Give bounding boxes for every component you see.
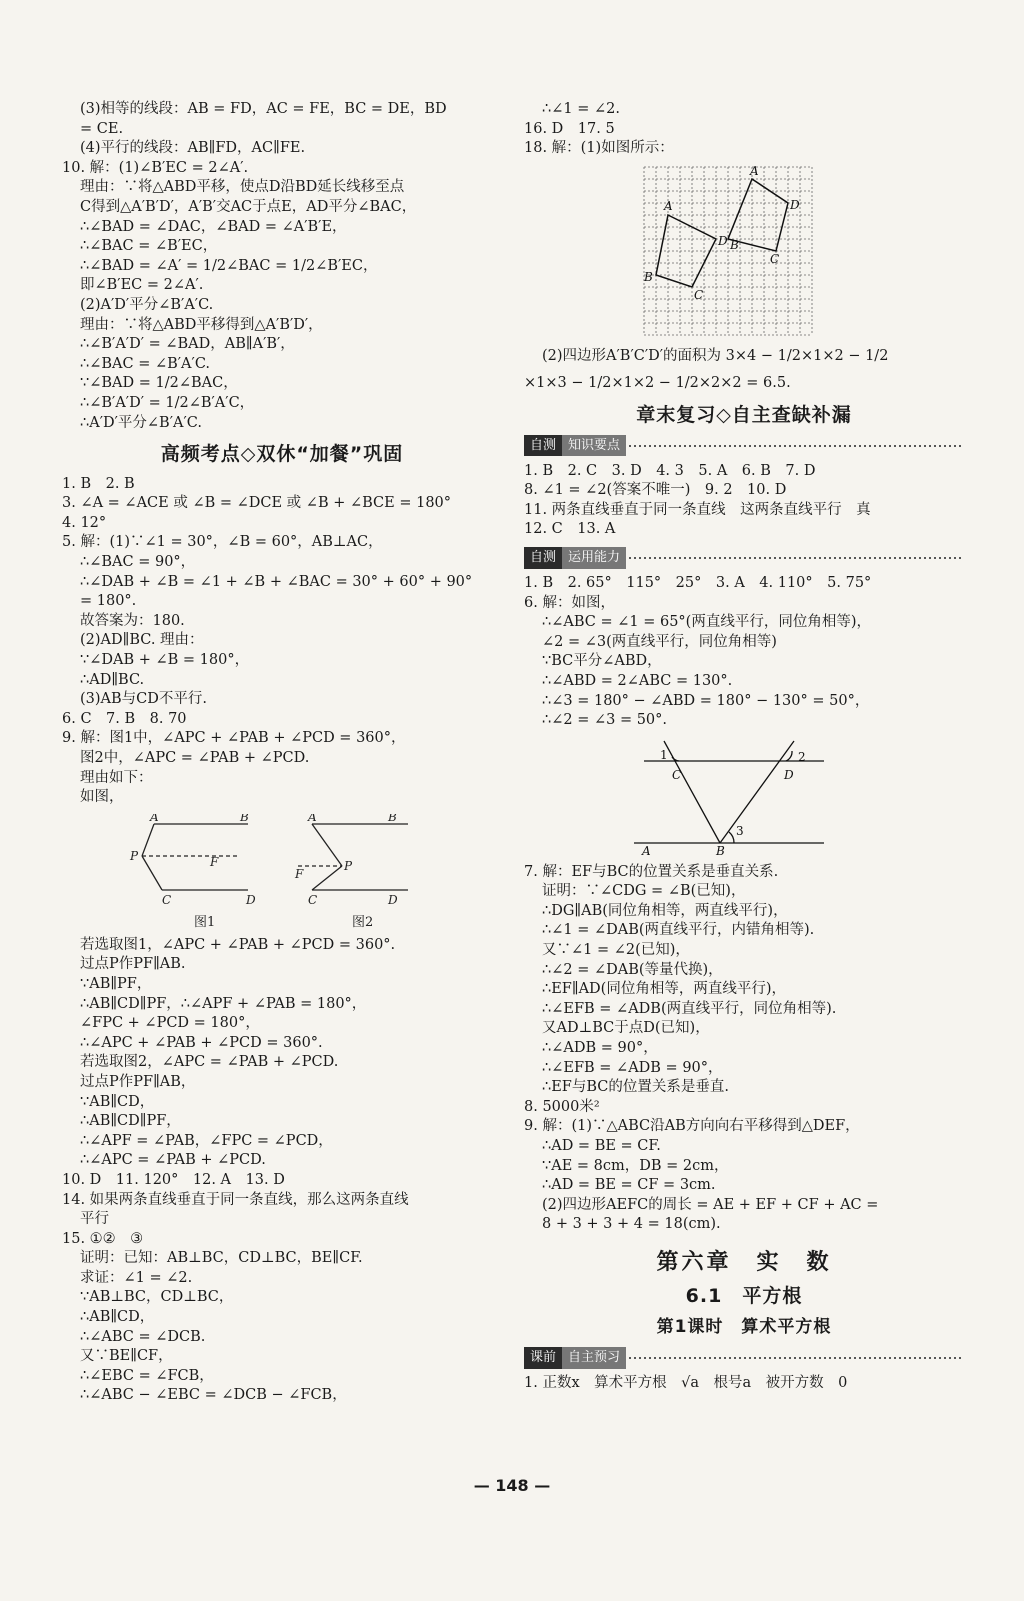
- bar-knowledge-points: [524, 436, 964, 456]
- answer-line: ∵AB⊥BC，CD⊥BC，: [80, 1289, 234, 1306]
- answer-line: ∵AB∥PF，: [80, 975, 152, 992]
- answer-block-application: [524, 574, 964, 731]
- answer-line: 14. 如果两条直线垂直于同一条直线，那么这两条直线: [62, 1191, 409, 1208]
- answer-line: ∴∠BAD = ∠DAC，∠BAD = ∠A′B′E，: [80, 218, 347, 235]
- answer-line: 理由：∵将△ABD平移，使点D沿BD延长线移至点: [80, 179, 405, 196]
- answer-line: ∴∠1 = ∠2.: [542, 101, 620, 117]
- answer-line: ∴AD = BE = CF = 3cm.: [542, 1177, 716, 1194]
- answer-line: ∵∠BAD = 1/2∠BAC，: [80, 375, 238, 392]
- answer-line: ∵AB∥CD，: [80, 1093, 155, 1110]
- svg-text:D: D: [718, 233, 728, 248]
- svg-text:D: D: [246, 892, 256, 907]
- fig1-caption: 图1: [194, 914, 216, 930]
- answer-line: ∴∠B′A′D′ = ∠BAD，AB∥A′B′，: [80, 336, 295, 353]
- answer-line: ∴∠APC + ∠PAB + ∠PCD = 360°.: [80, 1034, 323, 1051]
- bar2-tag1: 自测: [524, 547, 562, 569]
- svg-text:B: B: [730, 237, 739, 252]
- answer-line: ∴∠ADB = 90°，: [542, 1040, 658, 1057]
- bar3-tag1: 课前: [524, 1347, 562, 1369]
- answer-line: ∴DG∥AB(同位角相等，两直线平行)，: [542, 902, 788, 919]
- answer-line: 7. 解：EF与BC的位置关系是垂直关系.: [524, 863, 779, 880]
- answer-line: ∵AE = 8cm，DB = 2cm，: [542, 1157, 729, 1174]
- answer-line: 1. B 2. C 3. D 4. 3 5. A 6. B 7. D: [524, 462, 816, 479]
- answer-line: 18. 解：(1)如图所示：: [524, 140, 674, 157]
- answer-line: (2)AD∥BC. 理由：: [80, 632, 204, 649]
- bar1-tag1: 自测: [524, 435, 562, 457]
- answer-line: ∴∠BAC = ∠B′A′C.: [80, 355, 211, 372]
- answer-line: 即∠B′EC = 2∠A′.: [80, 277, 204, 294]
- answer-line: ∠FPC + ∠PCD = 180°，: [80, 1015, 260, 1032]
- lesson-title: 第1课时 算术平方根: [656, 1317, 832, 1338]
- answer-line: ∴AD∥BC.: [80, 671, 145, 688]
- answer-line: ∴AD = BE = CF.: [542, 1138, 661, 1154]
- bar3-tag2: 自主预习: [562, 1347, 626, 1369]
- answer-block-left-top: [62, 100, 502, 433]
- answer-line: 16. D 17. 5: [524, 120, 615, 137]
- figure-18-grid: [524, 165, 964, 341]
- svg-text:C: C: [770, 251, 780, 266]
- answer-line: ∴∠2 = ∠DAB(等量代换)，: [542, 961, 723, 978]
- fig2-caption: 图2: [352, 914, 374, 930]
- svg-text:D: D: [784, 767, 794, 782]
- answer-line: C得到△A′B′D′，A′B′交AC于点E，AD平分∠BAC，: [80, 198, 417, 215]
- answer-line: (4)平行的线段：AB∥FD，AC∥FE.: [80, 140, 306, 157]
- svg-text:P: P: [130, 848, 139, 863]
- svg-text:D: D: [790, 197, 800, 212]
- svg-text:B: B: [388, 813, 397, 824]
- answer-block-left-bottom: [62, 936, 502, 1406]
- answer-line: ∴∠B′A′D′ = 1/2∠B′A′C，: [80, 394, 255, 411]
- answer-block-left-mid: [62, 475, 502, 808]
- answer-line: ∴∠EBC = ∠FCB，: [80, 1367, 214, 1384]
- section-title-high-freq: 高频考点◇双休“加餐”巩固: [160, 443, 404, 466]
- answer-line: 理由如下：: [80, 769, 153, 786]
- answer-line: (3)AB与CD不平行.: [80, 691, 207, 708]
- answer-line: ∴∠ABD = 2∠ABC = 130°.: [542, 672, 733, 689]
- svg-text:3: 3: [736, 823, 744, 838]
- subsection-title: 6.1 平方根: [685, 1284, 803, 1307]
- answer-line: 8. ∠1 = ∠2(答案不唯一) 9. 2 10. D: [524, 482, 787, 499]
- page-number: — 148 —: [473, 1476, 551, 1495]
- answer-line: 过点P作PF∥AB，: [80, 1073, 196, 1090]
- answer-line: ∴AB∥CD∥PF，∴∠APF + ∠PAB = 180°，: [80, 995, 367, 1012]
- answer-line: ∵BC平分∠ABD，: [542, 653, 662, 670]
- svg-text:B: B: [240, 813, 249, 824]
- answer-line: ∴AB∥CD，: [80, 1309, 155, 1326]
- svg-text:P: P: [344, 858, 353, 873]
- answer-line: 3. ∠A = ∠ACE 或 ∠B = ∠DCE 或 ∠B + ∠BCE = 180°: [62, 495, 452, 512]
- figure-18-svg: [524, 165, 964, 341]
- answer-line: 11. 两条直线垂直于同一条直线 这两条直线平行 真: [524, 501, 871, 518]
- answer-line: 如图，: [80, 789, 124, 806]
- answer-block-knowledge: [524, 462, 964, 540]
- answer-line: 8 + 3 + 3 + 4 = 18(cm).: [542, 1216, 721, 1233]
- svg-text:D: D: [388, 892, 398, 907]
- figure-6-svg: [524, 737, 964, 857]
- answer-block-right-top: [524, 100, 964, 159]
- answer-line: ∴∠BAC = ∠B′EC，: [80, 238, 218, 255]
- bar-preview: [524, 1348, 964, 1368]
- answer-line: ∴∠BAC = 90°，: [80, 554, 196, 571]
- answer-line: 9. 解：(1)∵△ABC沿AB方向向右平移得到△DEF，: [524, 1118, 860, 1135]
- svg-text:A: A: [750, 164, 759, 178]
- area-line-1: (2)四边形A′B′C′D′的面积为 3×4 − 1/2×1×2 − 1/2: [542, 347, 889, 364]
- answer-line: 6. C 7. B 8. 70: [62, 710, 187, 727]
- answer-line: = CE.: [80, 120, 124, 137]
- bar-application: [524, 548, 964, 568]
- answer-line: 平行: [80, 1211, 109, 1228]
- answer-line: 理由：∵将△ABD平移得到△A′B′D′，: [80, 316, 323, 333]
- svg-text:B: B: [716, 843, 725, 857]
- answer-line: 证明：已知：AB⊥BC，CD⊥BC，BE∥CF.: [80, 1250, 363, 1267]
- answer-line: 又AD⊥BC于点D(已知)，: [542, 1020, 710, 1037]
- answer-line: ∴∠EFB = ∠ADB(两直线平行，同位角相等).: [542, 1000, 837, 1017]
- answer-line: ∵∠DAB + ∠B = 180°，: [80, 652, 250, 669]
- svg-text:B: B: [644, 269, 653, 284]
- answer-line: 1. B 2. 65° 115° 25° 3. A 4. 110° 5. 75°: [524, 574, 872, 591]
- chapter-title: 第六章 实 数: [656, 1249, 832, 1275]
- figure-9-parallel-lines: [62, 814, 502, 930]
- svg-text:2: 2: [798, 749, 806, 764]
- answer-line: ∴∠ABC = ∠DCB.: [80, 1328, 206, 1345]
- answer-block-right-bottom: [524, 863, 964, 1235]
- answer-line: 又∵BE∥CF，: [80, 1348, 173, 1365]
- answer-line: ∴EF∥AD(同位角相等，两直线平行)，: [542, 981, 786, 998]
- bar2-tag2: 运用能力: [562, 547, 626, 569]
- answer-line: 10. 解：(1)∠B′EC = 2∠A′.: [62, 159, 249, 176]
- svg-text:A: A: [642, 843, 651, 857]
- preview-answer: 1. 正数x 算术平方根 √a 根号a 被开方数 0: [524, 1374, 848, 1391]
- answer-line: ∴∠APC = ∠PAB + ∠PCD.: [80, 1152, 266, 1169]
- answer-line: ∴A′D′平分∠B′A′C.: [80, 414, 202, 431]
- answer-line: 9. 解：图1中，∠APC + ∠PAB + ∠PCD = 360°，: [62, 730, 406, 747]
- svg-text:C: C: [162, 892, 172, 907]
- answer-line: 若选取图2，∠APC = ∠PAB + ∠PCD.: [80, 1054, 339, 1071]
- answer-line: 若选取图1，∠APC + ∠PAB + ∠PCD = 360°.: [80, 936, 396, 953]
- section-title-chapter-review: 章末复习◇自主查缺补漏: [636, 403, 852, 426]
- answer-line: = 180°.: [80, 593, 137, 610]
- svg-text:C: C: [672, 767, 682, 782]
- answer-line: 又∵∠1 = ∠2(已知)，: [542, 942, 690, 959]
- answer-line: ∴∠2 = ∠3 = 50°.: [542, 712, 668, 729]
- answer-line: ∴∠ABC − ∠EBC = ∠DCB − ∠FCB，: [80, 1387, 347, 1404]
- left-column: [62, 100, 502, 1406]
- figure-6-transversal: [524, 737, 964, 857]
- answer-line: 6. 解：如图，: [524, 594, 615, 611]
- svg-text:C: C: [694, 287, 704, 302]
- answer-line: 图2中，∠APC = ∠PAB + ∠PCD.: [80, 750, 310, 766]
- answer-line: 证明：∵∠CDG = ∠B(已知)，: [542, 883, 746, 900]
- answer-line: 5. 解：(1)∵∠1 = 30°，∠B = 60°，AB⊥AC，: [62, 534, 383, 551]
- svg-text:A: A: [308, 813, 317, 824]
- answer-line: 4. 12°: [62, 514, 107, 531]
- svg-text:F: F: [295, 866, 304, 881]
- answer-line: ∴∠BAD = ∠A′ = 1/2∠BAC = 1/2∠B′EC，: [80, 257, 378, 274]
- answer-line: 过点P作PF∥AB.: [80, 956, 186, 973]
- svg-text:A: A: [664, 198, 673, 213]
- area-line-2: ×1×3 − 1/2×1×2 − 1/2×2×2 = 6.5.: [524, 375, 791, 392]
- answer-line: (2)A′D′平分∠B′A′C.: [80, 296, 214, 313]
- answer-line: 故答案为：180.: [80, 612, 185, 629]
- answer-line: 求证：∠1 = ∠2.: [80, 1269, 193, 1286]
- answer-line: ∴∠3 = 180° − ∠ABD = 180° − 130° = 50°，: [542, 692, 870, 709]
- answer-line: ∴EF与BC的位置关系是垂直.: [542, 1079, 729, 1096]
- figure-9-svg: [62, 814, 502, 930]
- answer-line: (3)相等的线段：AB = FD，AC = FE，BC = DE，BD: [80, 101, 447, 117]
- svg-text:C: C: [308, 892, 318, 907]
- svg-text:F: F: [210, 854, 219, 869]
- answer-line: 1. B 2. B: [62, 475, 135, 492]
- answer-line: 10. D 11. 120° 12. A 13. D: [62, 1171, 285, 1188]
- svg-text:A: A: [150, 813, 159, 824]
- answer-line: 15. ①② ③: [62, 1230, 144, 1247]
- svg-text:1: 1: [660, 747, 668, 762]
- right-column: [524, 100, 964, 1393]
- answer-line: ∴∠ABC = ∠1 = 65°(两直线平行，同位角相等)，: [542, 614, 871, 631]
- answer-line: ∴∠APF = ∠PAB，∠FPC = ∠PCD，: [80, 1132, 333, 1149]
- answer-line: 8. 5000米²: [524, 1098, 600, 1115]
- answer-line: ∴∠DAB + ∠B = ∠1 + ∠B + ∠BAC = 30° + 60° + 90°: [80, 573, 473, 590]
- answer-line: ∴∠EFB = ∠ADB = 90°，: [542, 1059, 723, 1076]
- bar1-tag2: 知识要点: [562, 435, 626, 457]
- answer-line: ∠2 = ∠3(两直线平行，同位角相等): [542, 633, 777, 650]
- answer-line: ∴AB∥CD∥PF，: [80, 1113, 181, 1130]
- answer-line: ∴∠1 = ∠DAB(两直线平行，内错角相等).: [542, 922, 815, 939]
- answer-line: 12. C 13. A: [524, 521, 616, 538]
- answer-line: (2)四边形AEFC的周长 = AE + EF + CF + AC =: [542, 1196, 879, 1213]
